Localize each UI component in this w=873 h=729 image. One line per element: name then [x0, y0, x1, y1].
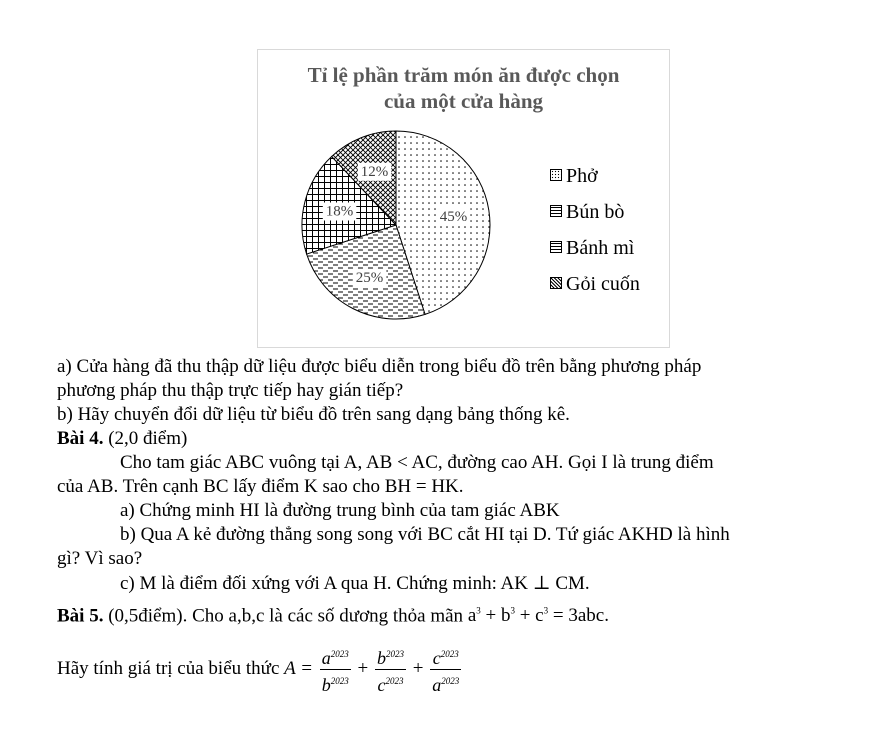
frac3-num: c	[432, 648, 441, 668]
fraction-1	[320, 643, 351, 696]
bai4-part-b-line2: gì? Vì sao?	[57, 548, 143, 569]
question-a-line2: phương pháp thu thập trực tiếp hay gián tiếp?	[57, 380, 404, 401]
bai4-heading	[57, 428, 187, 450]
frac-exp: 2023	[385, 649, 404, 659]
bai5-line1	[57, 600, 609, 627]
legend-item-pho	[550, 164, 598, 188]
bai5-label: Bài 5.	[57, 605, 104, 627]
legend-swatch-grid	[550, 241, 562, 253]
frac2-num: b	[376, 648, 386, 668]
question-a-line1: a) Cửa hàng đã thu thập dữ liệu được biểu diễn trong biểu đồ trên bằng phương pháp	[57, 356, 702, 377]
expression-A: A =	[284, 657, 313, 679]
frac2-den: c	[377, 675, 386, 695]
plus-sign: +	[412, 657, 424, 679]
eq-exp: 3	[476, 606, 481, 616]
fraction-3	[430, 643, 461, 696]
bai4-label: Bài 4.	[57, 428, 104, 449]
chart-title-line2: của một cửa hàng	[383, 89, 544, 113]
label-bun-bo: 25%	[355, 269, 384, 286]
legend-item-banh-mi	[550, 236, 634, 260]
eq-a: a	[467, 605, 477, 627]
legend-label: Bún bò	[566, 201, 625, 223]
frac-exp: 2023	[330, 649, 349, 659]
frac-exp: 2023	[441, 676, 460, 686]
legend-swatch-dashes	[550, 205, 562, 217]
label-pho: 45%	[439, 208, 468, 225]
legend-label: Gỏi cuốn	[566, 273, 640, 295]
frac1-den: b	[321, 675, 331, 695]
legend-item-goi-cuon	[550, 272, 640, 296]
label-banh-mi: 18%	[325, 203, 354, 220]
chart-title-line1: Tỉ lệ phần trăm món ăn được chọn	[307, 63, 620, 87]
eq-exp: 3	[543, 606, 549, 616]
frac3-den: a	[432, 675, 442, 695]
eq-exp: 3	[510, 606, 515, 616]
frac-exp: 2023	[385, 676, 404, 686]
bai5-equation	[468, 605, 609, 626]
legend-label: Phở	[566, 165, 598, 187]
question-b: b) Hãy chuyển đổi dữ liệu từ biểu đồ trên sang dạng bảng thống kê.	[57, 404, 570, 425]
frac-exp: 2023	[440, 649, 459, 659]
eq-rhs: = 3abc.	[552, 605, 609, 627]
legend-swatch-dots	[550, 169, 562, 181]
bai4-line1: Cho tam giác ABC vuông tại A, AB < AC, đường cao AH. Gọi I là trung điểm	[120, 452, 714, 473]
label-goi-cuon: 12%	[360, 163, 389, 180]
frac-exp: 2023	[330, 676, 349, 686]
bai4-part-c: c) M là điểm đối xứng với A qua H. Chứng minh: AK ⊥ CM.	[120, 573, 590, 594]
bai4-points: (2,0 điểm)	[103, 428, 188, 449]
bai4-part-b-line1: b) Qua A kẻ đường thẳng song song với BC cắt HI tại D. Tứ giác AKHD là hình	[120, 524, 730, 545]
legend-label: Bánh mì	[566, 237, 635, 259]
eq-c: + c	[519, 605, 544, 627]
bai5-line2-text: Hãy tính giá trị của biểu thức	[57, 657, 280, 679]
frac1-num: a	[321, 648, 331, 668]
bai5-text: (0,5điểm). Cho a,b,c là các số dương thỏa mãn	[103, 605, 464, 627]
legend-item-bun-bo	[550, 200, 624, 224]
eq-b: + b	[485, 605, 511, 627]
fraction-2	[375, 643, 406, 696]
chart-title	[258, 62, 669, 114]
bai4-part-a: a) Chứng minh HI là đường trung bình của tam giác ABK	[120, 500, 560, 521]
pie-chart-container	[257, 49, 670, 348]
bai5-line2	[57, 643, 463, 696]
plus-sign: +	[357, 657, 369, 679]
bai4-line2: của AB. Trên cạnh BC lấy điểm K sao cho BH = HK.	[57, 476, 464, 497]
legend-swatch-crosshatch	[550, 277, 562, 289]
